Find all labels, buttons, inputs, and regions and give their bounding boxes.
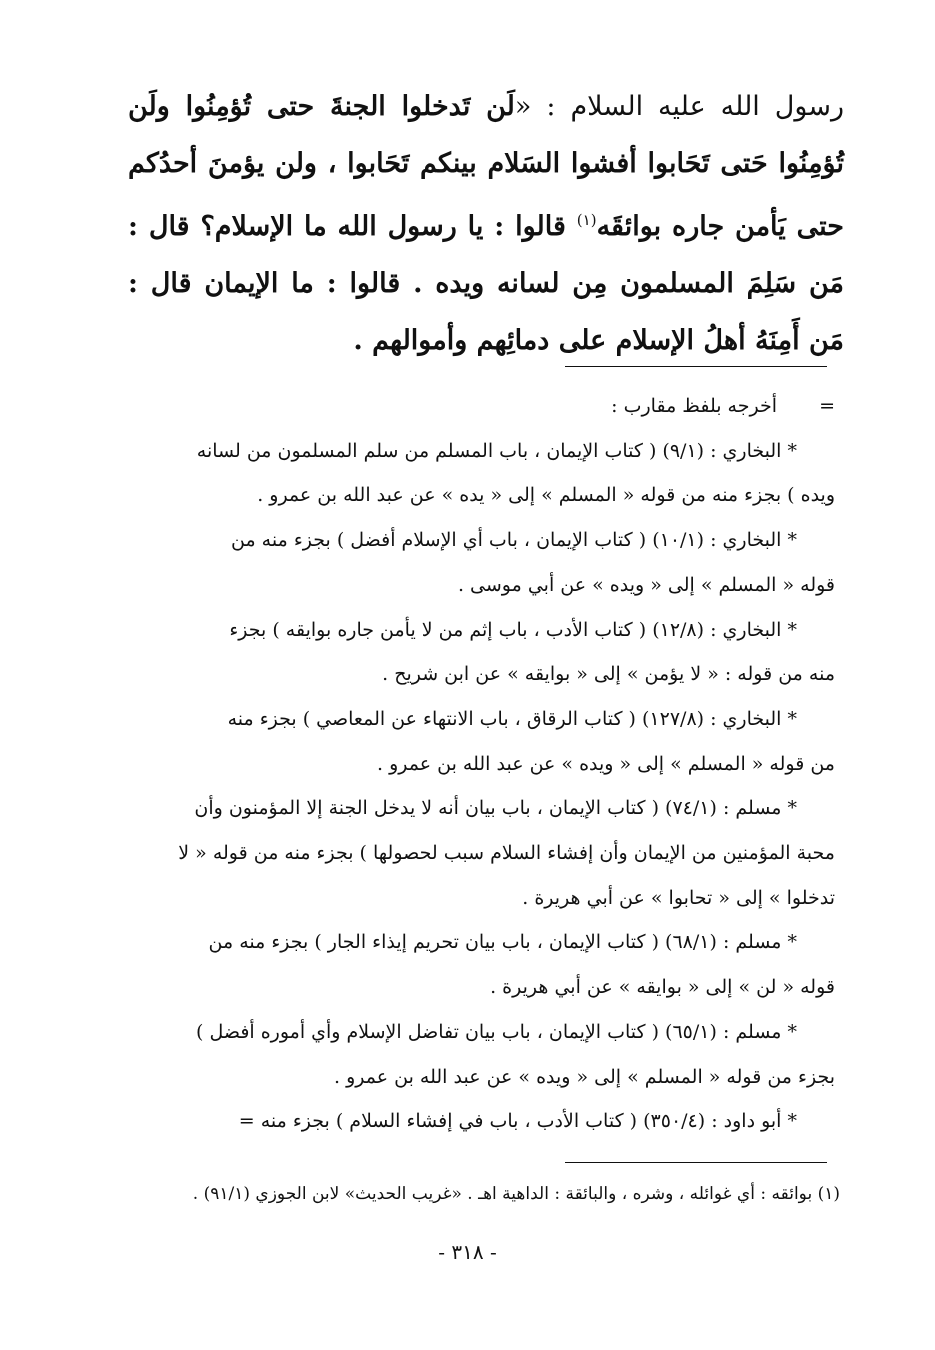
note-line: قوله « لن » إلى « بوايقه » عن أبي هريرة . (490, 976, 835, 999)
hadith-text-part-2: قالوا : يا رسول الله ما الإسلام؟ قال : مَن سَلِمَ المسلمون مِن لسانه ويده . قالوا : ما الإيمان قال : مَن أَمِنَهُ أهلُ الإسلام على دمائِهم وأموالهم . (128, 211, 844, 356)
hadith-text-part-1: لَن تَدخلوا الجنةَ حتى تُؤمِنُوا ولَن تُؤمِنُوا حَتى تَحَابوا أفشوا السَلام بينكم تَحَابوا ، ولن يؤمنَ أحدُكم حتى يَأمن جاره بوائقَه (128, 91, 844, 242)
footnote-separator (565, 1162, 827, 1163)
note-line: * مسلم : (٦٨/١) ( كتاب الإيمان ، باب بيان تحريم إيذاء الجار ) بجزء منه من (208, 931, 797, 954)
hadith-paragraph (128, 78, 844, 369)
footnote: (١) بوائقه : أي غوائله ، وشره ، والبائقة : الداهية اهـ . «غريب الحديث» لابن الجوزي (٩١/١) . (192, 1184, 840, 1204)
continuation-mark: = (819, 395, 835, 417)
page-number: - ٣١٨ - (438, 1240, 497, 1264)
note-line: * مسلم : (٧٤/١) ( كتاب الإيمان ، باب بيان أنه لا يدخل الجنة إلا المؤمنون وأن (194, 797, 797, 820)
note-line: بجزء من قوله « المسلم » إلى « ويده » عن عبد الله بن عمرو . (334, 1065, 835, 1088)
note-line: * أبو داود : (٣٥٠/٤) ( كتاب الأدب ، باب في إفشاء السلام ) بجزء منه = (238, 1110, 797, 1133)
note-line: ويده ) بجزء منه من قوله « المسلم » إلى « يده » عن عبد الله بن عمرو . (257, 484, 835, 507)
note-line: * البخاري : (١٢/٨) ( كتاب الأدب ، باب إثم من لا يأمن جاره بوايقه ) بجزء (229, 618, 797, 641)
continuation-mark: = (238, 1110, 255, 1133)
note-line: قوله « المسلم » إلى « ويده » عن أبي موسى . (457, 573, 835, 596)
note-line: * البخاري : (٩/١) ( كتاب الإيمان ، باب المسلم من سلم المسلمون من لسانه (196, 439, 797, 462)
note-line: من قوله « المسلم » إلى « ويده » عن عبد الله بن عمرو . (377, 752, 835, 775)
notes-separator (565, 366, 827, 367)
note-line: منه من قوله : « لا يؤمن » إلى « بوايقه » عن ابن شريح . (382, 663, 835, 686)
note-line: * مسلم : (٦٥/١) ( كتاب الإيمان ، باب بيان تفاضل الإسلام وأي أموره أفضل ) (196, 1020, 797, 1043)
takhrij-notes (130, 384, 835, 1144)
note-line: تدخلوا » إلى « تحابوا » عن أبي هريرة . (522, 886, 835, 909)
footnote-reference: (١) (576, 211, 597, 229)
note-line: * البخاري : (١٢٧/٨) ( كتاب الرقاق ، باب الانتهاء عن المعاصي ) بجزء منه (227, 707, 797, 730)
note-line: =أخرجه بلفظ مقارب : (130, 384, 835, 429)
hadith-lead: رسول الله عليه السلام : « (514, 91, 844, 122)
note-line: * البخاري : (١٠/١) ( كتاب الإيمان ، باب أي الإسلام أفضل ) بجزء منه من (231, 529, 797, 552)
note-line: محبة المؤمنين من الإيمان وأن إفشاء السلام سبب لحصولها ) بجزء منه من قوله « لا (178, 842, 835, 865)
